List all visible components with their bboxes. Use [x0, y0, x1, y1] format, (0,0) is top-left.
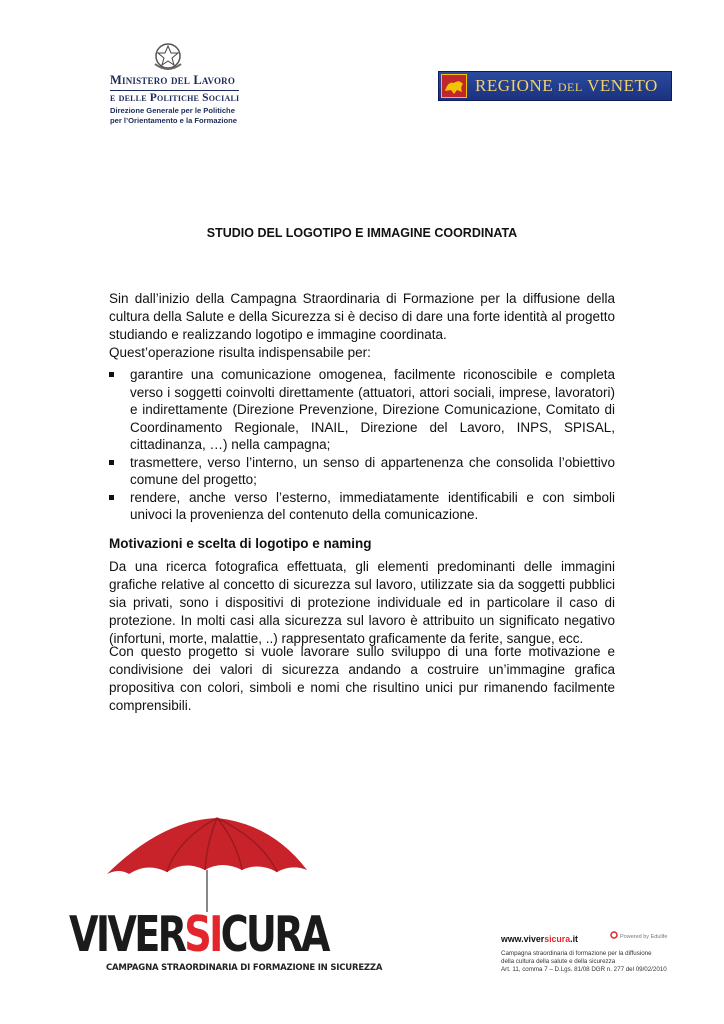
regione-veneto-word: VENETO — [587, 76, 658, 95]
motivation-paragraph-2: Con questo progetto si vuole lavorare sullo sviluppo di una forte motivazione e condivisione dei valori di sicurezza andando a costruire un’immagine grafica propositiva con colori, simboli e nomi che risultino unici pur rimanendo facilmente comprensibili. — [109, 644, 615, 713]
wordmark-part-viver: VIVER — [69, 906, 185, 963]
section-heading: Motivazioni e scelta di logotipo e naming — [109, 536, 372, 551]
url-part-3: .it — [570, 934, 578, 944]
list-item — [109, 489, 615, 524]
ministero-name — [110, 73, 260, 106]
powered-by-label: Powered by Edulife — [620, 934, 668, 940]
campaign-legal-info — [501, 950, 667, 975]
regione-veneto-logo — [438, 71, 672, 101]
regione-veneto-wordmark — [475, 75, 671, 98]
purpose-list — [109, 366, 615, 524]
wordmark-part-cura: CURA — [220, 906, 328, 963]
ministero-sub-line2: per l’Orientamento e la Formazione — [110, 115, 238, 125]
legal-line-1: Campagna straordinaria di formazione per la diffusione — [501, 950, 652, 957]
url-part-1: www.viver — [501, 934, 545, 944]
edulife-icon — [610, 931, 618, 939]
list-item — [109, 454, 615, 489]
ministero-direction — [110, 106, 270, 125]
ministero-sub-line1: Direzione Generale per le Politiche — [110, 106, 235, 115]
list-item — [109, 366, 615, 454]
document-title: STUDIO DEL LOGOTIPO E IMMAGINE COORDINATA — [206, 226, 518, 240]
ministero-line2: e delle Politiche Sociali — [110, 92, 240, 104]
legal-line-2: della cultura della salute e della sicurezza — [501, 958, 616, 966]
bullet-square-icon — [109, 460, 114, 465]
intro-paragraph: Sin dall’inizio della Campagna Straordinaria di Formazione per la diffusione della cultura della Salute e della Sicurezza si è deciso di dare una forte identità al progetto studiando e realizzando logotipo e immagine coordinata. — [109, 291, 615, 342]
wordmark-part-si: SI — [184, 906, 221, 963]
bullet-square-icon — [109, 495, 114, 500]
regione-del-word: DEL — [557, 80, 583, 94]
list-item-text: garantire una comunicazione omogenea, facilmente riconoscibile e completa verso i soggetti coinvolti direttamente (attuatori, attori sociali, imprese, lavoratori) e indirettamente (Direzione Prevenzione, Direzione Comunicazione, Comitato di Coordinamento Regionale, INAIL, Direzione del Lavoro, INPS, SPISAL, cittadinanza, …) nella campagna; — [130, 367, 615, 452]
list-item-text: rendere, anche verso l’esterno, immediatamente identificabili e con simboli univoci la provenienza del contenuto della comunicazione. — [130, 489, 615, 522]
intro-paragraph-2: Quest’operazione risulta indispensabile per: — [109, 345, 371, 360]
lion-of-st-mark-icon — [441, 74, 467, 98]
motivation-paragraph-1: Da una ricerca fotografica effettuata, gli elementi predominanti delle immagini grafiche relative al concetto di sicurezza sul lavoro, utilizzate sia da soggetti pubblici sia privati, sono i dispositivi di protezione individuale ed in particolare il caso di protezione. In molti casi alla sicurezza sul lavoro è attribuito un significato negativo (infortuni, morte, malattie, ..) rappresentato graficamente da ferite, sangue, ecc. — [109, 559, 615, 646]
website-link[interactable] — [501, 934, 578, 944]
republic-emblem-icon — [150, 40, 186, 74]
viversicura-wordmark — [69, 907, 328, 962]
regione-word: REGIONE — [475, 76, 554, 95]
campaign-subtitle: CAMPAGNA STRAORDINARIA DI FORMAZIONE IN SICUREZZA — [106, 963, 383, 973]
bullet-square-icon — [109, 372, 114, 377]
list-item-text: trasmettere, verso l’interno, un senso di appartenenza che consolida l’obiettivo comune del progetto; — [130, 454, 615, 487]
legal-line-3: Art. 11, comma 7 – D.Lgs. 81/08 DGR n. 277 del 09/02/2010 — [501, 966, 667, 974]
ministero-line1: Ministero del Lavoro — [110, 73, 236, 87]
url-part-2: sicura — [544, 934, 571, 944]
